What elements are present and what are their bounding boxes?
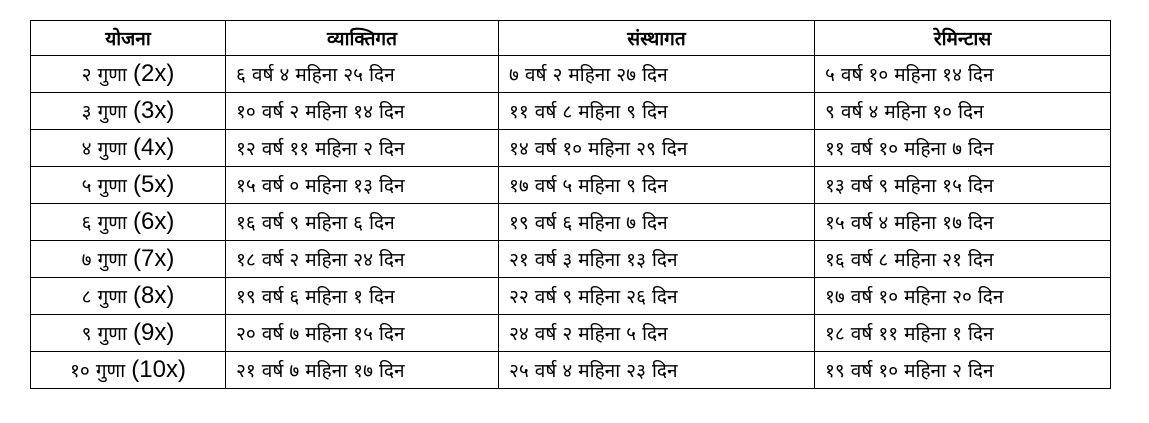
individual-duration-cell: १५ वर्ष ० महिना १३ दिन <box>226 167 499 204</box>
plan-multiplier: (8x) <box>132 282 175 309</box>
header-plan: योजना <box>31 21 226 56</box>
table-row <box>31 204 1111 241</box>
plan-cell <box>31 130 226 167</box>
remittance-duration-cell: ५ वर्ष १० महिना १४ दिन <box>815 56 1111 93</box>
individual-duration-cell: २१ वर्ष ७ महिना १७ दिन <box>226 352 499 389</box>
plan-multiplier: (3x) <box>132 97 175 124</box>
individual-duration-cell: २० वर्ष ७ महिना १५ दिन <box>226 315 499 352</box>
header-row <box>31 21 1111 56</box>
remittance-duration-cell: १६ वर्ष ८ महिना २१ दिन <box>815 241 1111 278</box>
plan-cell <box>31 56 226 93</box>
plan-label: ६ गुणा <box>81 212 127 234</box>
header-institutional: संस्थागत <box>499 21 815 56</box>
plan-cell <box>31 241 226 278</box>
individual-duration-cell: १० वर्ष २ महिना १४ दिन <box>226 93 499 130</box>
institutional-duration-cell: १४ वर्ष १० महिना २९ दिन <box>499 130 815 167</box>
remittance-duration-cell: १९ वर्ष १० महिना २ दिन <box>815 352 1111 389</box>
table-body <box>31 56 1111 389</box>
table-row <box>31 93 1111 130</box>
table-row <box>31 278 1111 315</box>
institutional-duration-cell: १७ वर्ष ५ महिना ९ दिन <box>499 167 815 204</box>
institutional-duration-cell: ७ वर्ष २ महिना २७ दिन <box>499 56 815 93</box>
plan-label: ७ गुणा <box>81 249 127 271</box>
table-row <box>31 241 1111 278</box>
plan-multiplier: (9x) <box>132 319 175 346</box>
table-row <box>31 167 1111 204</box>
remittance-duration-cell: १५ वर्ष ४ महिना १७ दिन <box>815 204 1111 241</box>
plan-label: ५ गुणा <box>81 175 127 197</box>
plan-multiplier: (10x) <box>131 356 186 383</box>
table-row <box>31 315 1111 352</box>
plan-cell <box>31 167 226 204</box>
plan-label: ३ गुणा <box>81 101 127 123</box>
individual-duration-cell: ६ वर्ष ४ महिना २५ दिन <box>226 56 499 93</box>
table-row <box>31 352 1111 389</box>
plan-cell <box>31 204 226 241</box>
plan-label: २ गुणा <box>81 64 127 86</box>
plan-cell <box>31 278 226 315</box>
header-remittance: रेमिन्टास <box>815 21 1111 56</box>
plan-multiplier: (2x) <box>132 60 175 87</box>
table-header <box>31 21 1111 56</box>
header-individual: व्याक्तिगत <box>226 21 499 56</box>
table-row <box>31 56 1111 93</box>
plan-multiplier: (4x) <box>132 134 175 161</box>
plan-label: ४ गुणा <box>81 138 127 160</box>
plan-label: ८ गुणा <box>81 286 127 308</box>
plan-multiplier: (7x) <box>132 245 175 272</box>
plan-cell <box>31 352 226 389</box>
institutional-duration-cell: २४ वर्ष २ महिना ५ दिन <box>499 315 815 352</box>
remittance-duration-cell: ११ वर्ष १० महिना ७ दिन <box>815 130 1111 167</box>
individual-duration-cell: १९ वर्ष ६ महिना १ दिन <box>226 278 499 315</box>
individual-duration-cell: १८ वर्ष २ महिना २४ दिन <box>226 241 499 278</box>
plan-multiplier: (5x) <box>132 171 175 198</box>
plan-multiplier: (6x) <box>132 208 175 235</box>
plan-cell <box>31 93 226 130</box>
institutional-duration-cell: ११ वर्ष ८ महिना ९ दिन <box>499 93 815 130</box>
institutional-duration-cell: २५ वर्ष ४ महिना २३ दिन <box>499 352 815 389</box>
remittance-duration-cell: १३ वर्ष ९ महिना १५ दिन <box>815 167 1111 204</box>
remittance-duration-cell: १८ वर्ष ११ महिना १ दिन <box>815 315 1111 352</box>
institutional-duration-cell: २२ वर्ष ९ महिना २६ दिन <box>499 278 815 315</box>
institutional-duration-cell: १९ वर्ष ६ महिना ७ दिन <box>499 204 815 241</box>
plan-cell <box>31 315 226 352</box>
institutional-duration-cell: २१ वर्ष ३ महिना १३ दिन <box>499 241 815 278</box>
remittance-duration-cell: १७ वर्ष १० महिना २० दिन <box>815 278 1111 315</box>
scheme-duration-table <box>30 20 1111 389</box>
plan-label: १० गुणा <box>70 360 126 382</box>
table-row <box>31 130 1111 167</box>
individual-duration-cell: १६ वर्ष ९ महिना ६ दिन <box>226 204 499 241</box>
plan-label: ९ गुणा <box>81 323 127 345</box>
individual-duration-cell: १२ वर्ष ११ महिना २ दिन <box>226 130 499 167</box>
remittance-duration-cell: ९ वर्ष ४ महिना १० दिन <box>815 93 1111 130</box>
